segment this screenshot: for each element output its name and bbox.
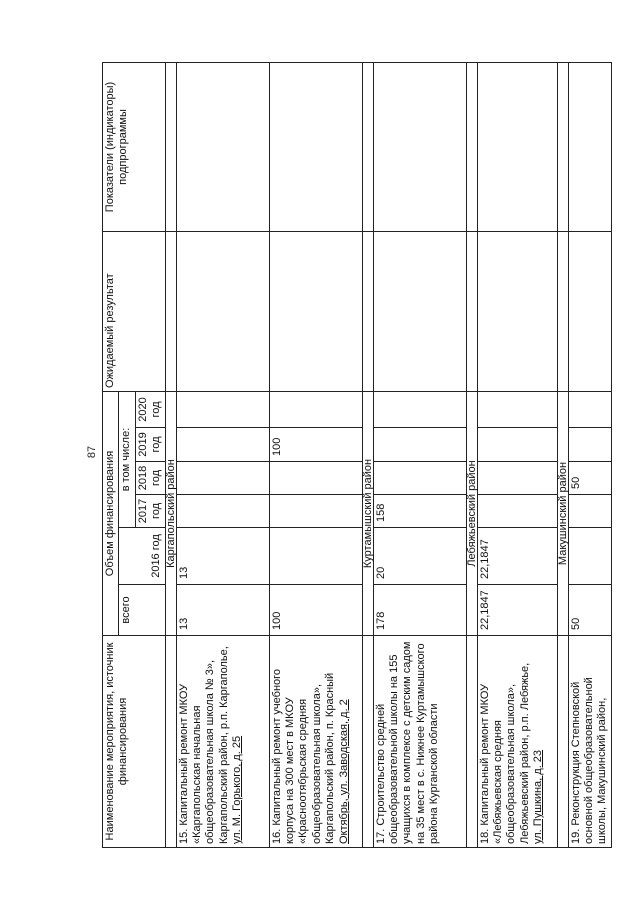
cell-2019: 100 xyxy=(269,428,362,462)
cell-2017: 158 xyxy=(373,495,466,528)
cell-indicators xyxy=(176,63,269,232)
cell-2017 xyxy=(568,495,611,528)
funding-table xyxy=(102,62,612,848)
cell-2018 xyxy=(477,462,557,495)
cell-total: 50 xyxy=(568,585,611,636)
header-2017: 2017 год xyxy=(135,495,165,528)
cell-2016 xyxy=(568,528,611,585)
row-name-address: ул. Пушкина, д. 23 xyxy=(532,749,545,844)
header-2018: 2018 год xyxy=(135,462,165,495)
cell-2018 xyxy=(176,462,269,495)
cell-2019 xyxy=(373,428,466,462)
cell-2020 xyxy=(373,392,466,428)
cell-2019 xyxy=(477,428,557,462)
cell-indicators xyxy=(269,63,362,232)
header-total: всего xyxy=(119,585,165,636)
cell-indicators xyxy=(373,63,466,232)
cell-2020 xyxy=(269,392,362,428)
table-row xyxy=(477,63,557,848)
cell-2017 xyxy=(176,495,269,528)
header-indicators: Показатели (индикаторы) подпрограммы xyxy=(103,63,166,232)
district-row xyxy=(165,63,176,848)
cell-2019 xyxy=(568,428,611,462)
table-wrapper xyxy=(102,63,609,848)
cell-result xyxy=(176,232,269,392)
cell-total: 178 xyxy=(373,585,466,636)
row-name-text: 18. Капитальный ремонт МКОУ «Лебяжьевская средняя общеобразовательная школа», Лебяжьевский район, р.п. Лебяжье, xyxy=(478,662,531,844)
table-row xyxy=(373,63,466,848)
district-label: Лебяжьевский район xyxy=(466,392,477,636)
cell-2016 xyxy=(269,528,362,585)
district-label: Каргапольский район xyxy=(165,392,176,636)
table-row xyxy=(269,63,362,848)
cell-result xyxy=(477,232,557,392)
header-2020: 2020 год xyxy=(135,392,165,428)
row-name xyxy=(176,636,269,848)
cell-total: 100 xyxy=(269,585,362,636)
cell-2016: 13 xyxy=(176,528,269,585)
row-name-address: ул. М. Горького, д. 25 xyxy=(231,735,244,844)
row-name xyxy=(477,636,557,848)
row-name xyxy=(568,636,611,848)
cell-2020 xyxy=(477,392,557,428)
cell-total: 22,1847 xyxy=(477,585,557,636)
district-row xyxy=(557,63,568,848)
row-name-address: Октябрь, ул. Заводская, д. 2 xyxy=(337,699,350,844)
header-2016: 2016 год xyxy=(119,528,165,585)
header-funding: Объем финансирования xyxy=(103,392,119,636)
header-including: в том числе: xyxy=(119,392,135,528)
row-name-text: 15. Капитальный ремонт МКОУ «Каргапольская начальная общеобразовательная школа № 3», Каргапольский район, р.п. Каргаполье, xyxy=(177,646,230,844)
cell-2018 xyxy=(269,462,362,495)
cell-result xyxy=(269,232,362,392)
row-name-text: 17. Строительство средней общеобразовательной школы на 155 учащихся в комплексе с детским садом на 35 мест в с. Нижнее Куртамышского района Курганской области xyxy=(374,641,441,844)
cell-2017 xyxy=(477,495,557,528)
cell-result xyxy=(373,232,466,392)
cell-2016: 20 xyxy=(373,528,466,585)
row-name-text: 16. Капитальный ремонт учебного корпуса на 300 мест в МКОУ «Красноотябрьская средняя общеобразовательная школа», Каргапольский район, п. Красный xyxy=(270,668,337,844)
rotated-table-container xyxy=(102,63,609,848)
district-label: Макушинский район xyxy=(557,392,568,636)
cell-2020 xyxy=(176,392,269,428)
cell-2019 xyxy=(176,428,269,462)
cell-2020 xyxy=(568,392,611,428)
district-label: Куртамышский район xyxy=(362,392,373,636)
cell-2016: 22,1847 xyxy=(477,528,557,585)
page-number: 87 xyxy=(86,445,98,459)
table-row xyxy=(568,63,611,848)
cell-result xyxy=(568,232,611,392)
cell-total: 13 xyxy=(176,585,269,636)
cell-2018: 50 xyxy=(568,462,611,495)
header-result: Ожидаемый результат xyxy=(103,232,166,392)
district-row xyxy=(466,63,477,848)
header-2019: 2019 год xyxy=(135,428,165,462)
header-name: Наименование мероприятия, источник финансирования xyxy=(103,636,166,848)
row-name xyxy=(269,636,362,848)
cell-indicators xyxy=(568,63,611,232)
row-name-text: 19. Реконструкция Степновской основной общеобразовательной школы, Макушинский район, xyxy=(569,677,609,844)
district-row xyxy=(362,63,373,848)
cell-2018 xyxy=(373,462,466,495)
table-row xyxy=(176,63,269,848)
row-name xyxy=(373,636,466,848)
cell-indicators xyxy=(477,63,557,232)
cell-2017 xyxy=(269,495,362,528)
